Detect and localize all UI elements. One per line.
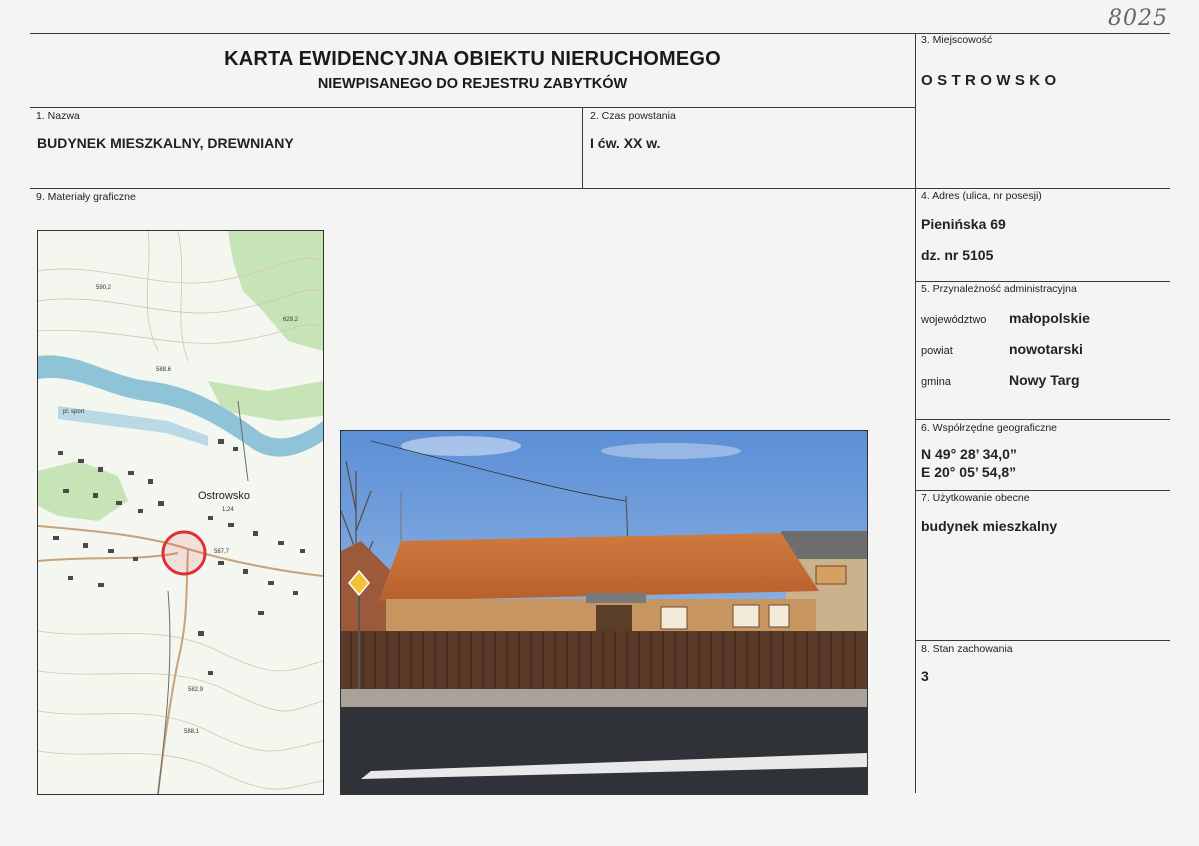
spot-height-1: 590,2 — [96, 285, 112, 291]
sport-label: pl. sport — [63, 409, 85, 415]
house-roof — [379, 533, 819, 601]
frame-right-column-line — [915, 33, 916, 793]
map-place-label: Ostrowsko — [198, 490, 250, 502]
usage-value: budynek mieszkalny — [921, 518, 1058, 534]
time-label: 2. Czas powstania — [590, 110, 676, 122]
condition-value: 3 — [921, 668, 929, 684]
voivodeship-label: województwo — [921, 314, 987, 326]
fence — [341, 631, 867, 689]
topographic-map — [37, 230, 324, 795]
address-plot: dz. nr 5105 — [921, 247, 994, 263]
frame-coords-line — [915, 490, 1170, 491]
voivodeship-value: małopolskie — [1009, 310, 1090, 326]
frame-name-line — [30, 188, 1170, 189]
usage-label: 7. Użytkowanie obecne — [921, 492, 1030, 504]
spot-height-6: 588,1 — [184, 729, 200, 735]
county-value: nowotarski — [1009, 341, 1083, 357]
name-value: BUDYNEK MIESZKALNY, DREWNIANY — [37, 135, 294, 151]
county-label: powiat — [921, 345, 953, 357]
archive-number: 8025 — [1108, 6, 1168, 31]
frame-top-line — [30, 33, 1170, 34]
frame-usage-line — [915, 640, 1170, 641]
page-subtitle: NIEWPISANEGO DO REJESTRU ZABYTKÓW — [317, 76, 628, 92]
commune-label: gmina — [921, 376, 951, 388]
spot-height-3: 588,6 — [156, 367, 172, 373]
coords-label: 6. Współrzędne geograficzne — [921, 422, 1057, 434]
road — [341, 707, 867, 794]
time-value: I ćw. XX w. — [590, 135, 661, 151]
name-label: 1. Nazwa — [36, 110, 80, 122]
page-title: KARTA EWIDENCYJNA OBIEKTU NIERUCHOMEGO — [224, 48, 721, 70]
coords-lat: N 49° 28’ 34,0” — [921, 446, 1017, 462]
spot-height-2: 629,2 — [283, 317, 299, 323]
frame-admin-line — [915, 419, 1170, 420]
spot-height-4: 587,7 — [214, 549, 230, 555]
frame-header-line — [30, 107, 915, 108]
frame-address-line — [915, 281, 1170, 282]
address-label: 4. Adres (ulica, nr posesji) — [921, 190, 1042, 202]
graphics-label: 9. Materiały graficzne — [36, 191, 136, 203]
place-value: OSTROWSKO — [921, 72, 1061, 89]
map-sub-label: 1,24 — [222, 507, 234, 513]
coords-lon: E 20° 05’ 54,8” — [921, 464, 1017, 480]
place-label: 3. Miejscowość — [921, 34, 993, 46]
condition-label: 8. Stan zachowania — [921, 643, 1013, 655]
address-street: Pienińska 69 — [921, 216, 1006, 232]
building-photo — [340, 430, 868, 795]
admin-label: 5. Przynależność administracyjna — [921, 283, 1077, 295]
spot-height-5: 582,9 — [188, 687, 204, 693]
commune-value: Nowy Targ — [1009, 372, 1080, 388]
frame-name-divider — [582, 107, 583, 188]
